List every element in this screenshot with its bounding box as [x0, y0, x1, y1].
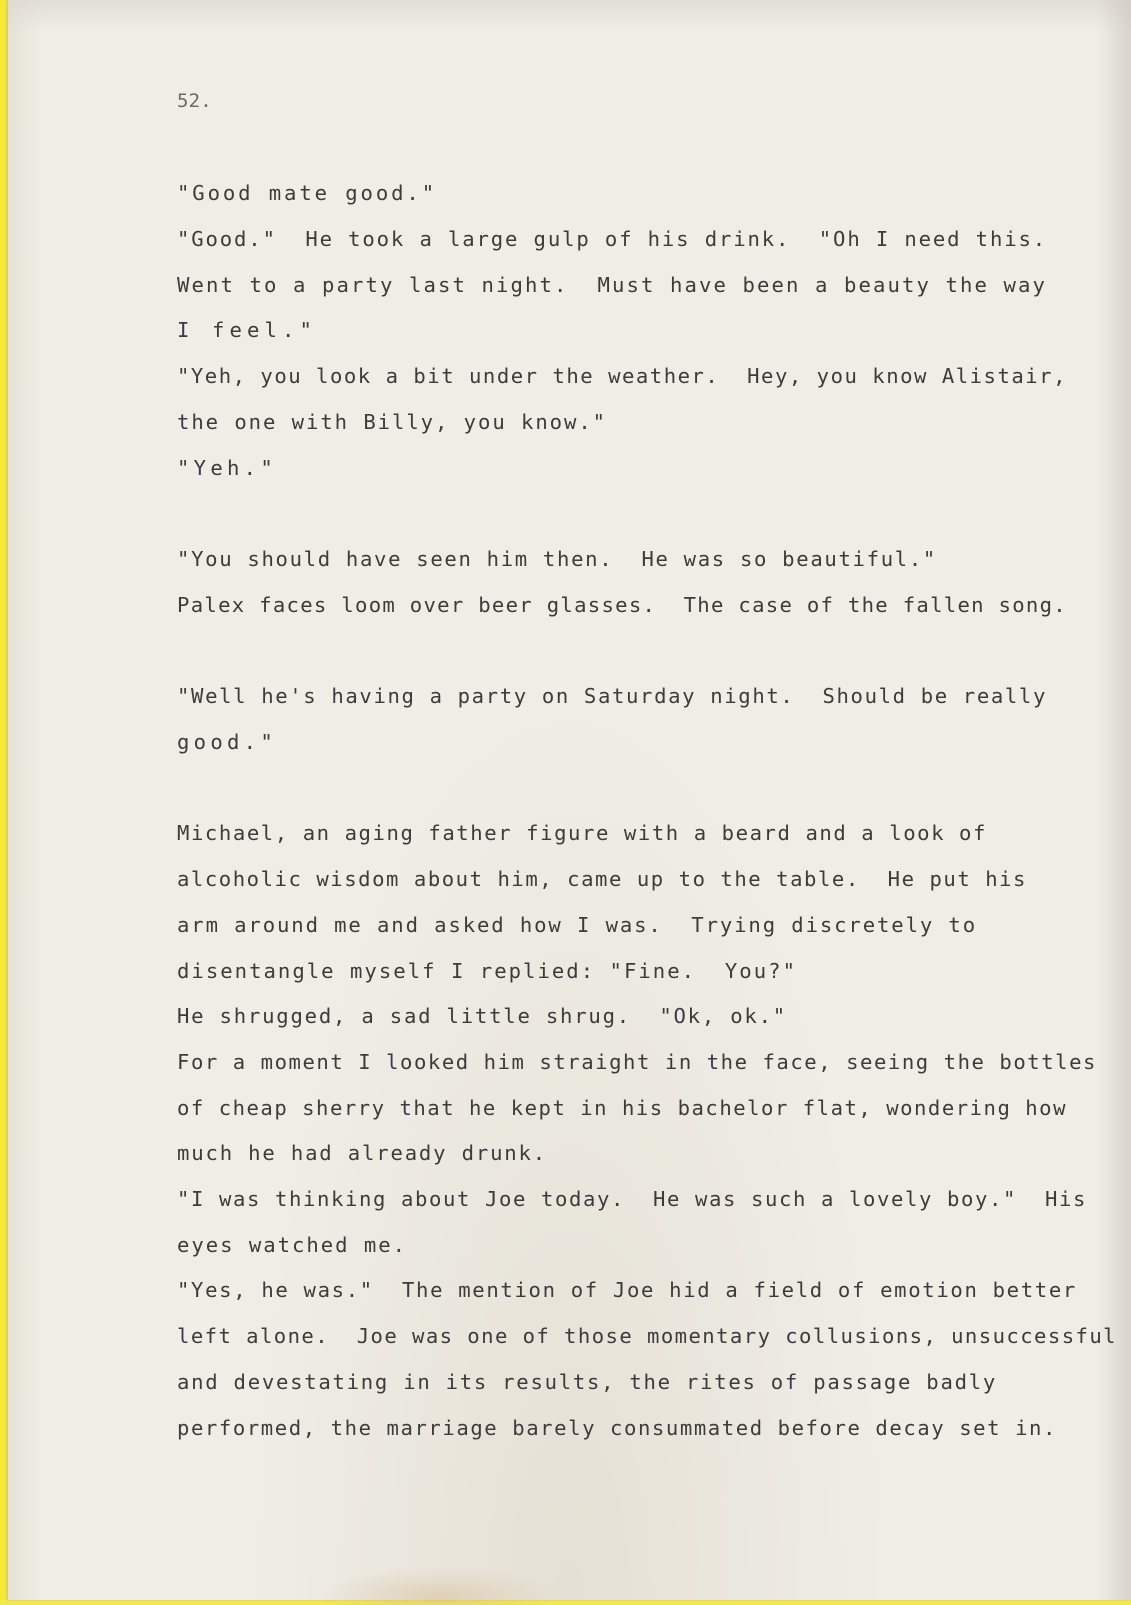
paper-stain: [308, 1565, 568, 1605]
page-number: 52.: [177, 90, 212, 112]
text-line: eyes watched me.: [177, 1233, 407, 1257]
text-line: "Well he's having a party on Saturday night. Should be really: [177, 684, 1047, 708]
text-line: Palex faces loom over beer glasses. The case of the fallen song.: [177, 593, 1067, 617]
text-line: left alone. Joe was one of those momentary collusions, unsuccessful: [177, 1324, 1117, 1348]
text-line: and devestating in its results, the rites of passage badly: [177, 1370, 997, 1394]
text-line: alcoholic wisdom about him, came up to the table. He put his: [177, 867, 1027, 891]
text-line: much he had already drunk.: [177, 1141, 547, 1165]
text-line: performed, the marriage barely consummated before decay set in.: [177, 1416, 1057, 1440]
text-line: of cheap sherry that he kept in his bachelor flat, wondering how: [177, 1096, 1067, 1120]
text-line: disentangle myself I replied: "Fine. You?": [177, 959, 797, 983]
text-line: "I was thinking about Joe today. He was such a lovely boy." His: [177, 1187, 1087, 1211]
text-line: "Yeh.": [177, 456, 277, 480]
text-line: the one with Billy, you know.": [177, 410, 607, 434]
text-line: "Yeh, you look a bit under the weather. Hey, you know Alistair,: [177, 364, 1067, 388]
text-line: I feel.": [177, 318, 317, 342]
text-line: For a moment I looked him straight in the face, seeing the bottles: [177, 1050, 1097, 1074]
text-line: arm around me and asked how I was. Trying discretely to: [177, 913, 977, 937]
text-line: "Yes, he was." The mention of Joe hid a field of emotion better: [177, 1278, 1077, 1302]
text-line: "Good mate good.": [177, 181, 437, 205]
text-line: He shrugged, a sad little shrug. "Ok, ok.": [177, 1004, 787, 1028]
text-line: Went to a party last night. Must have been a beauty the way: [177, 273, 1047, 297]
text-line: good.": [177, 730, 277, 754]
text-line: "You should have seen him then. He was so beautiful.": [177, 547, 937, 571]
text-line: Michael, an aging father figure with a beard and a look of: [177, 821, 987, 845]
text-line: "Good." He took a large gulp of his drink. "Oh I need this.: [177, 227, 1047, 251]
